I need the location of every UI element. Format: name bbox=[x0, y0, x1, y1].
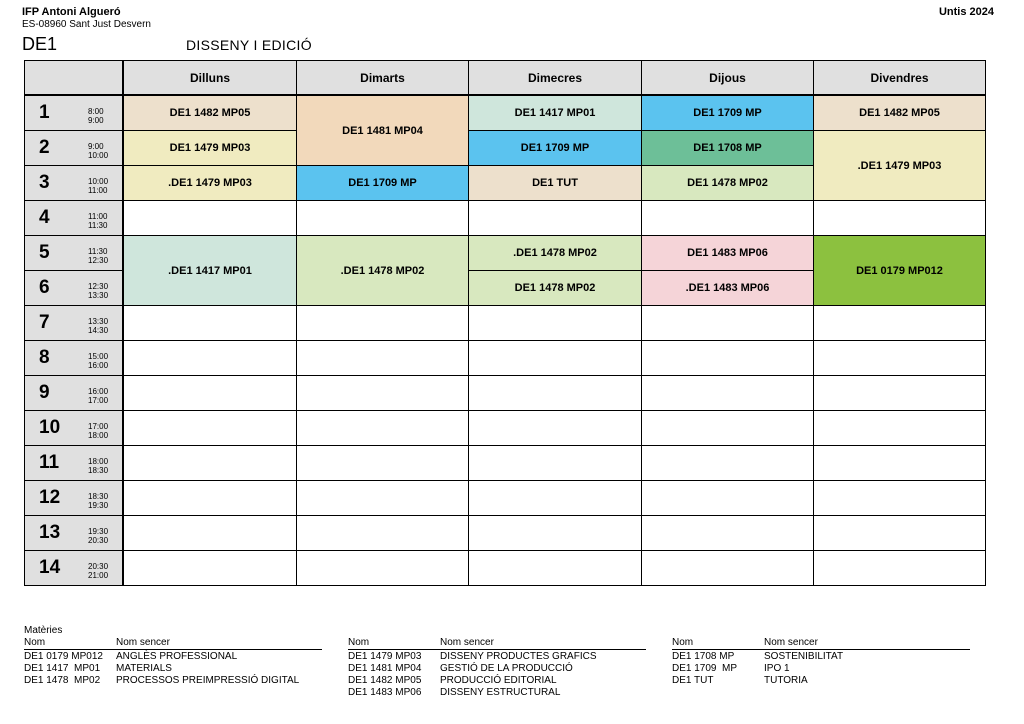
subject-name: PROCESSOS PREIMPRESSIÓ DIGITAL bbox=[116, 675, 300, 686]
period-header bbox=[25, 481, 124, 516]
subject-name: ANGLÈS PROFESSIONAL bbox=[116, 651, 238, 662]
period-header bbox=[25, 131, 124, 166]
lesson-cell: .DE1 1479 MP03 bbox=[124, 166, 297, 201]
lesson-cell: DE1 1481 MP04 bbox=[297, 96, 469, 166]
period-end-time: 11:00 bbox=[88, 186, 108, 195]
empty-slot bbox=[814, 446, 986, 481]
period-header bbox=[25, 341, 124, 376]
subject-code: DE1 1483 MP06 bbox=[348, 687, 422, 698]
legend-row bbox=[24, 651, 322, 663]
grid-corner bbox=[25, 61, 124, 96]
legend-row bbox=[24, 675, 322, 687]
period-start-time: 16:00 bbox=[88, 387, 109, 396]
class-code: DE1 bbox=[22, 34, 58, 54]
period-header bbox=[25, 446, 124, 481]
subject-code: DE1 1479 MP03 bbox=[348, 651, 422, 662]
lesson-cell: DE1 TUT bbox=[469, 166, 642, 201]
subject-code: DE1 TUT bbox=[672, 675, 714, 686]
period-end-time: 12:30 bbox=[88, 256, 109, 265]
legend-row bbox=[348, 687, 646, 699]
period-start-time: 18:00 bbox=[88, 457, 109, 466]
period-end-time: 21:00 bbox=[88, 571, 109, 580]
subject-name: GESTIÓ DE LA PRODUCCIÓ bbox=[440, 663, 573, 674]
empty-slot bbox=[642, 201, 814, 236]
school-name: IFP Antoni Algueró bbox=[22, 6, 121, 18]
legend-col-code: Nom bbox=[348, 637, 370, 648]
empty-slot bbox=[642, 376, 814, 411]
empty-slot bbox=[124, 376, 297, 411]
empty-slot bbox=[814, 376, 986, 411]
period-header bbox=[25, 306, 124, 341]
empty-slot bbox=[124, 341, 297, 376]
lesson-cell: .DE1 1483 MP06 bbox=[642, 271, 814, 306]
empty-slot bbox=[124, 481, 297, 516]
period-number: 9 bbox=[39, 382, 50, 403]
legend-group bbox=[348, 637, 646, 701]
period-start-time: 8:00 bbox=[88, 107, 104, 116]
period-start-time: 18:30 bbox=[88, 492, 109, 501]
legend-col-full: Nom sencer bbox=[116, 637, 170, 648]
lesson-cell: DE1 0179 MP012 bbox=[814, 236, 986, 306]
legend-row bbox=[672, 663, 970, 675]
subject-name: TUTORIA bbox=[764, 675, 808, 686]
lesson-cell: .DE1 1478 MP02 bbox=[469, 236, 642, 271]
period-start-time: 17:00 bbox=[88, 422, 109, 431]
legend-col-full: Nom sencer bbox=[764, 637, 818, 648]
day-header: Dijous bbox=[642, 61, 814, 96]
period-end-time: 20:30 bbox=[88, 536, 109, 545]
period-number: 6 bbox=[39, 277, 50, 298]
legend-row bbox=[672, 675, 970, 687]
period-end-time: 16:00 bbox=[88, 361, 109, 370]
period-number: 5 bbox=[39, 242, 50, 263]
lesson-cell: DE1 1479 MP03 bbox=[124, 131, 297, 166]
period-end-time: 10:00 bbox=[88, 151, 109, 160]
day-header: Divendres bbox=[814, 61, 986, 96]
school-address: ES-08960 Sant Just Desvern bbox=[22, 19, 151, 30]
empty-slot bbox=[814, 481, 986, 516]
empty-slot bbox=[642, 516, 814, 551]
legend-header-row bbox=[24, 637, 322, 650]
empty-slot bbox=[469, 341, 642, 376]
empty-slot bbox=[297, 446, 469, 481]
period-header bbox=[25, 376, 124, 411]
lesson-cell: DE1 1478 MP02 bbox=[469, 271, 642, 306]
period-number: 3 bbox=[39, 172, 50, 193]
empty-slot bbox=[814, 201, 986, 236]
subject-name: DISSENY ESTRUCTURAL bbox=[440, 687, 561, 698]
period-number: 7 bbox=[39, 312, 50, 333]
lesson-cell: .DE1 1417 MP01 bbox=[124, 236, 297, 306]
period-header bbox=[25, 236, 124, 271]
empty-slot bbox=[814, 411, 986, 446]
legend-col-code: Nom bbox=[24, 637, 46, 648]
lesson-cell: DE1 1483 MP06 bbox=[642, 236, 814, 271]
empty-slot bbox=[469, 481, 642, 516]
lesson-cell: DE1 1709 MP bbox=[642, 96, 814, 131]
empty-slot bbox=[124, 411, 297, 446]
lesson-cell: DE1 1482 MP05 bbox=[124, 96, 297, 131]
empty-slot bbox=[469, 551, 642, 586]
legend-group bbox=[24, 637, 322, 697]
period-header bbox=[25, 551, 124, 586]
empty-slot bbox=[814, 341, 986, 376]
period-header bbox=[25, 516, 124, 551]
period-header bbox=[25, 201, 124, 236]
legend-row bbox=[348, 663, 646, 675]
software-brand: Untis 2024 bbox=[938, 6, 994, 18]
empty-slot bbox=[814, 306, 986, 341]
legend-col-full: Nom sencer bbox=[440, 637, 494, 648]
subject-code: DE1 1481 MP04 bbox=[348, 663, 422, 674]
legend-group bbox=[672, 637, 970, 697]
empty-slot bbox=[124, 446, 297, 481]
period-number: 13 bbox=[39, 522, 61, 543]
period-number: 12 bbox=[39, 487, 61, 508]
empty-slot bbox=[297, 376, 469, 411]
period-start-time: 15:00 bbox=[88, 352, 109, 361]
period-number: 8 bbox=[39, 347, 50, 368]
period-end-time: 17:00 bbox=[88, 396, 109, 405]
empty-slot bbox=[124, 551, 297, 586]
subject-code: DE1 1709 MP bbox=[672, 663, 738, 674]
empty-slot bbox=[297, 481, 469, 516]
empty-slot bbox=[297, 201, 469, 236]
empty-slot bbox=[297, 551, 469, 586]
empty-slot bbox=[469, 411, 642, 446]
period-start-time: 11:30 bbox=[88, 247, 108, 256]
legend-row bbox=[24, 663, 322, 675]
empty-slot bbox=[124, 306, 297, 341]
empty-slot bbox=[297, 341, 469, 376]
empty-slot bbox=[124, 516, 297, 551]
empty-slot bbox=[469, 516, 642, 551]
empty-slot bbox=[642, 341, 814, 376]
empty-slot bbox=[297, 411, 469, 446]
empty-slot bbox=[297, 516, 469, 551]
subject-name: MATERIALS bbox=[116, 663, 172, 674]
empty-slot bbox=[469, 201, 642, 236]
lesson-cell: DE1 1709 MP bbox=[297, 166, 469, 201]
period-number: 4 bbox=[39, 207, 50, 228]
empty-slot bbox=[469, 306, 642, 341]
legend-row bbox=[672, 651, 970, 663]
empty-slot bbox=[642, 446, 814, 481]
subject-name: SOSTENIBILITAT bbox=[764, 651, 844, 662]
legend-header-row bbox=[348, 637, 646, 650]
subject-name: IPO 1 bbox=[764, 663, 790, 674]
legend-col-code: Nom bbox=[672, 637, 694, 648]
period-header bbox=[25, 96, 124, 131]
period-start-time: 9:00 bbox=[88, 142, 104, 151]
empty-slot bbox=[642, 411, 814, 446]
timetable-grid bbox=[24, 60, 986, 586]
subject-code: DE1 0179 MP012 bbox=[24, 651, 103, 662]
period-end-time: 14:30 bbox=[88, 326, 109, 335]
legend-header-row bbox=[672, 637, 970, 650]
period-end-time: 9:00 bbox=[88, 116, 104, 125]
period-end-time: 18:00 bbox=[88, 431, 109, 440]
legend-row bbox=[348, 675, 646, 687]
period-end-time: 11:30 bbox=[88, 221, 108, 230]
empty-slot bbox=[297, 306, 469, 341]
empty-slot bbox=[124, 201, 297, 236]
subject-code: DE1 1482 MP05 bbox=[348, 675, 422, 686]
period-end-time: 19:30 bbox=[88, 501, 109, 510]
legend-row bbox=[348, 651, 646, 663]
empty-slot bbox=[814, 551, 986, 586]
empty-slot bbox=[814, 516, 986, 551]
period-start-time: 10:00 bbox=[88, 177, 109, 186]
period-header bbox=[25, 411, 124, 446]
subject-code: DE1 1417 MP01 bbox=[24, 663, 101, 674]
subject-code: DE1 1478 MP02 bbox=[24, 675, 101, 686]
lesson-cell: .DE1 1479 MP03 bbox=[814, 131, 986, 201]
period-end-time: 13:30 bbox=[88, 291, 109, 300]
day-header: Dilluns bbox=[124, 61, 297, 96]
lesson-cell: DE1 1709 MP bbox=[469, 131, 642, 166]
lesson-cell: DE1 1478 MP02 bbox=[642, 166, 814, 201]
day-header: Dimecres bbox=[469, 61, 642, 96]
period-start-time: 12:30 bbox=[88, 282, 109, 291]
lesson-cell: DE1 1708 MP bbox=[642, 131, 814, 166]
lesson-cell: DE1 1417 MP01 bbox=[469, 96, 642, 131]
subject-code: DE1 1708 MP bbox=[672, 651, 735, 662]
period-start-time: 13:30 bbox=[88, 317, 109, 326]
class-name: DISSENY I EDICIÓ bbox=[186, 37, 312, 53]
legend-title: Matèries bbox=[24, 625, 63, 636]
empty-slot bbox=[642, 551, 814, 586]
period-number: 1 bbox=[39, 102, 50, 123]
empty-slot bbox=[642, 306, 814, 341]
empty-slot bbox=[469, 376, 642, 411]
period-header bbox=[25, 166, 124, 201]
lesson-cell: DE1 1482 MP05 bbox=[814, 96, 986, 131]
day-header: Dimarts bbox=[297, 61, 469, 96]
empty-slot bbox=[469, 446, 642, 481]
lesson-cell: .DE1 1478 MP02 bbox=[297, 236, 469, 306]
period-header bbox=[25, 271, 124, 306]
period-start-time: 19:30 bbox=[88, 527, 109, 536]
empty-slot bbox=[642, 481, 814, 516]
subject-name: DISSENY PRODUCTES GRAFICS bbox=[440, 651, 597, 662]
period-start-time: 20:30 bbox=[88, 562, 109, 571]
period-number: 2 bbox=[39, 137, 50, 158]
period-start-time: 11:00 bbox=[88, 212, 108, 221]
period-end-time: 18:30 bbox=[88, 466, 109, 475]
subject-name: PRODUCCIÓ EDITORIAL bbox=[440, 675, 557, 686]
period-number: 10 bbox=[39, 417, 61, 438]
period-number: 11 bbox=[39, 452, 60, 473]
period-number: 14 bbox=[39, 557, 61, 578]
